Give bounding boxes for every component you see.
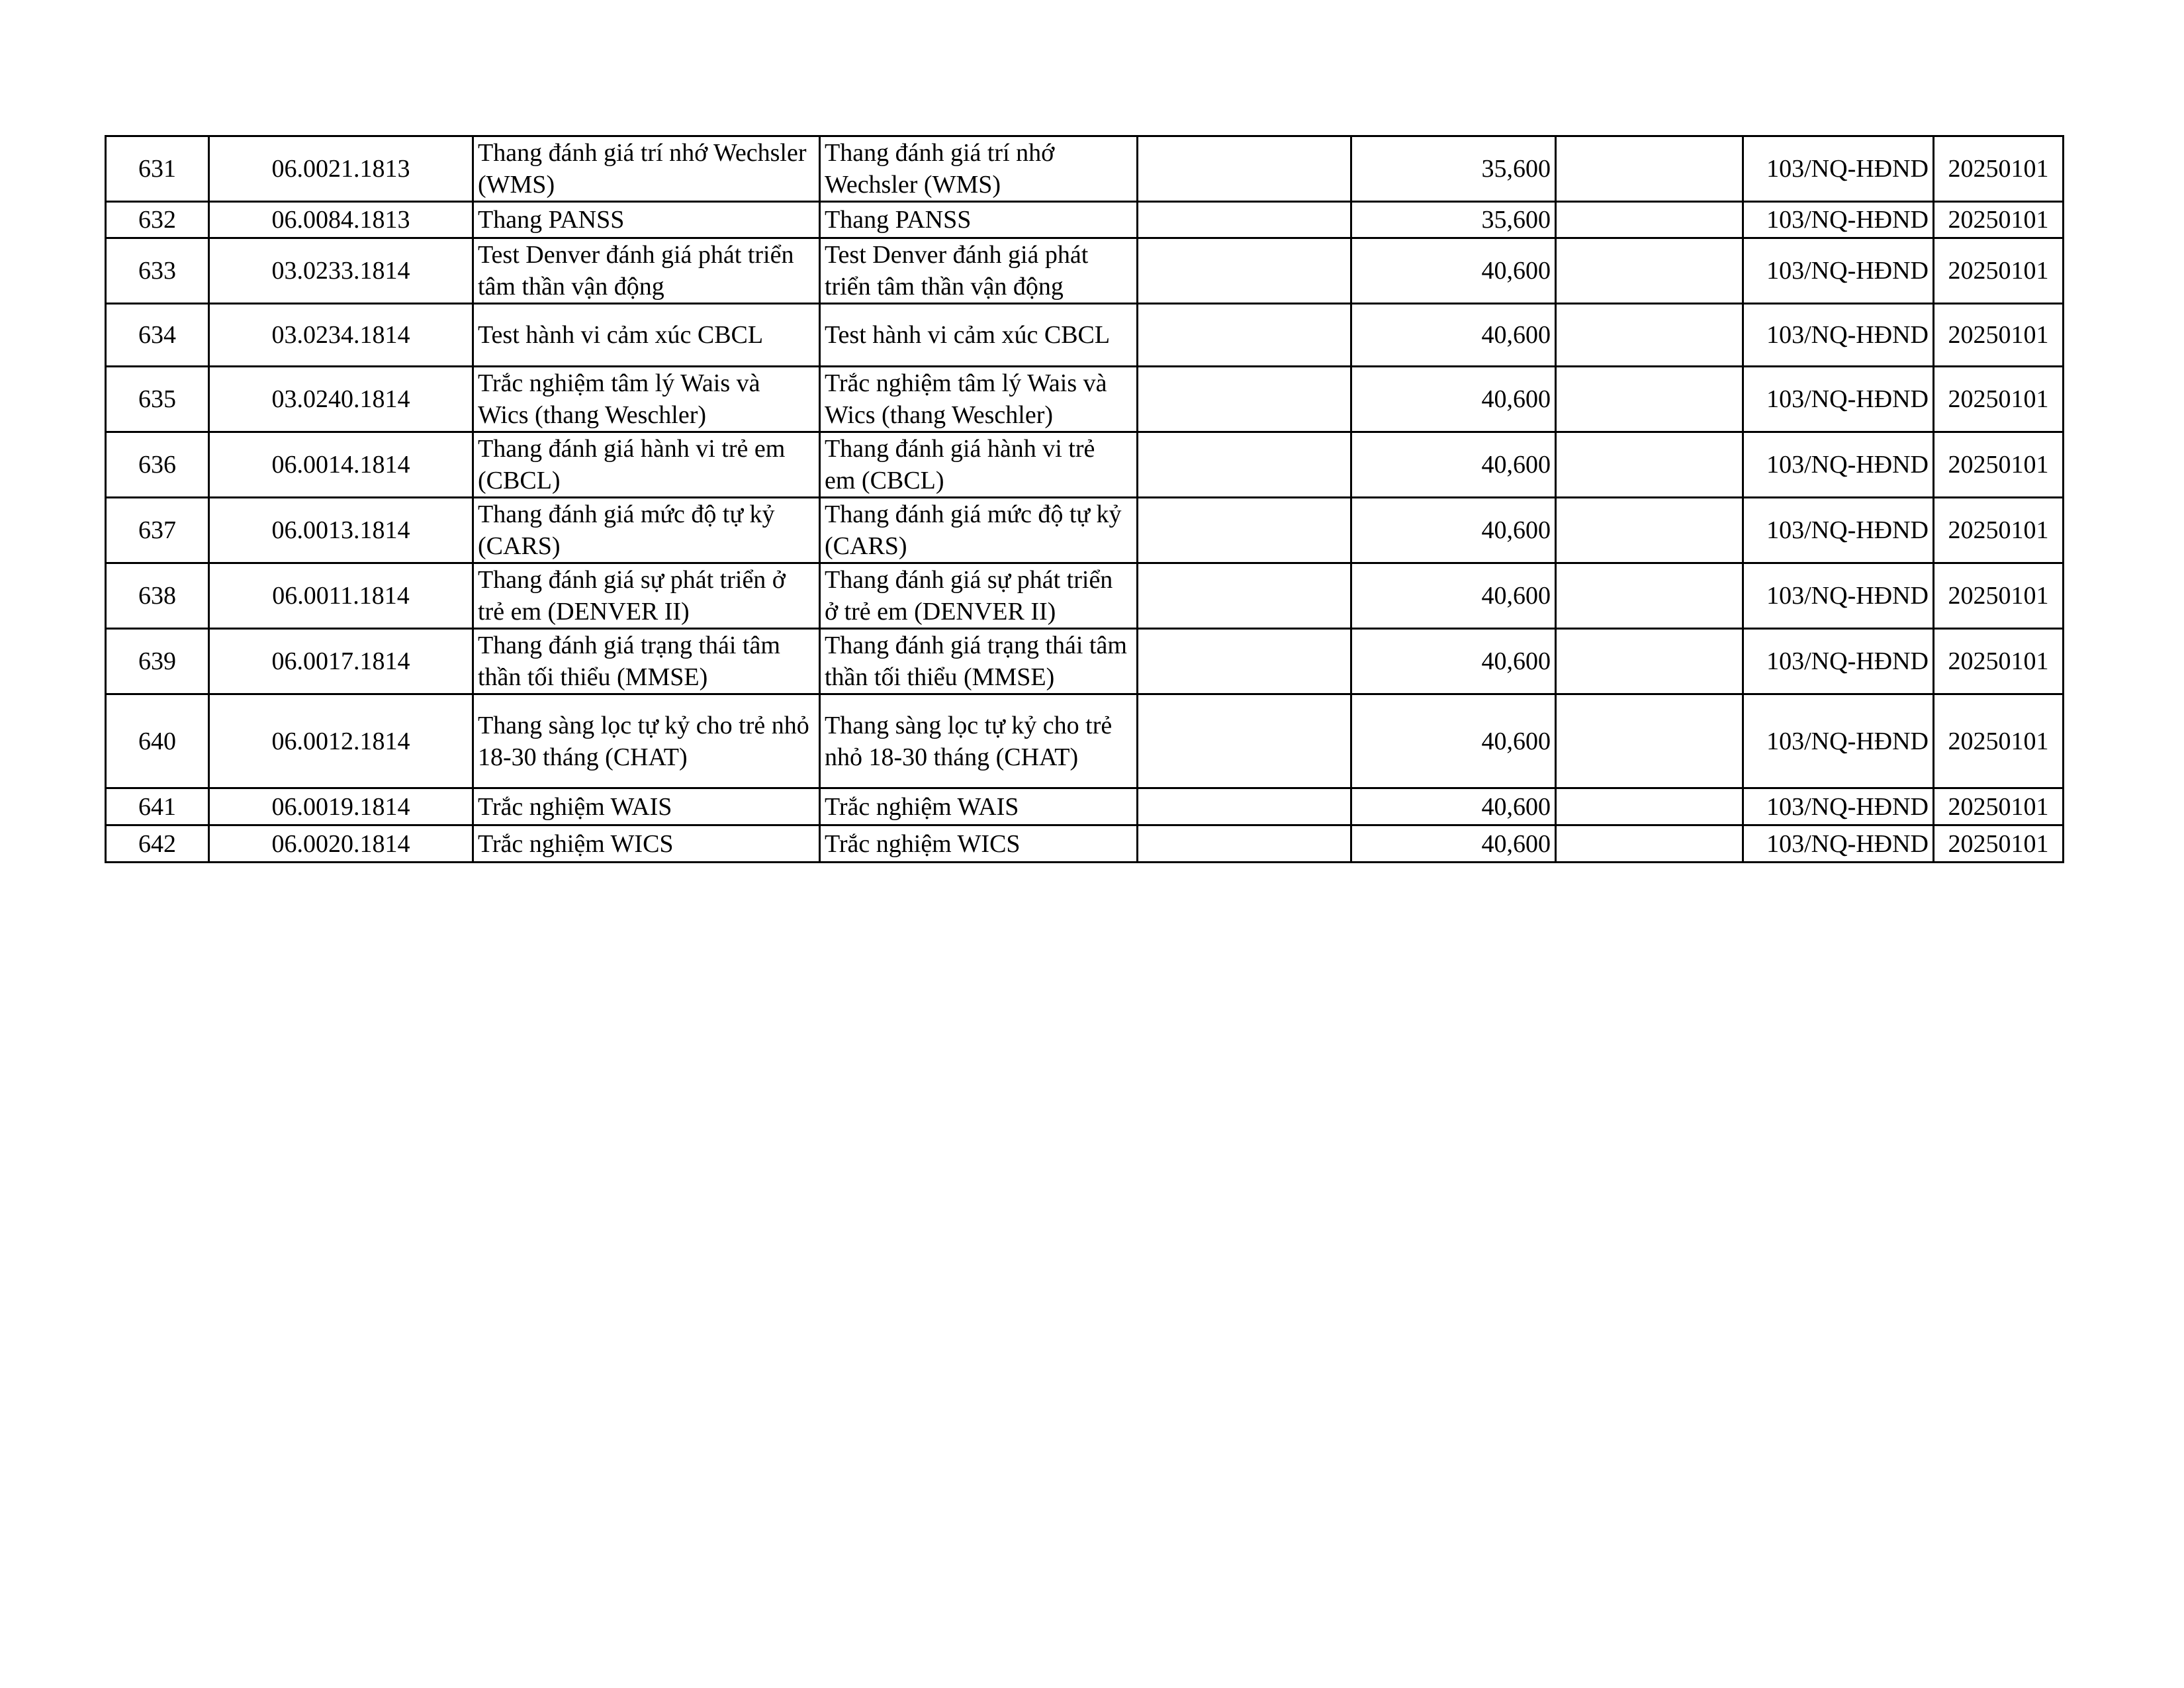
service-name-line: (CARS) xyxy=(478,532,561,560)
price-cell: 40,600 xyxy=(1351,788,1556,825)
price-cell: 40,600 xyxy=(1351,238,1556,304)
table-row xyxy=(106,136,2064,202)
row-number-cell: 635 xyxy=(106,367,209,432)
service-name-cell xyxy=(473,629,820,694)
table-row xyxy=(106,238,2064,304)
decision-cell: 103/NQ-HĐND xyxy=(1743,238,1934,304)
decision-cell: 103/NQ-HĐND xyxy=(1743,788,1934,825)
effective-date-cell: 20250101 xyxy=(1934,498,2064,563)
empty-cell xyxy=(1138,788,1351,825)
row-number-cell: 638 xyxy=(106,563,209,629)
decision-cell: 103/NQ-HĐND xyxy=(1743,563,1934,629)
service-name-alt-line: triển tâm thần vận động xyxy=(825,273,1064,301)
effective-date-cell: 20250101 xyxy=(1934,304,2064,367)
table-row xyxy=(106,367,2064,432)
empty-cell xyxy=(1556,498,1743,563)
table-row xyxy=(106,498,2064,563)
row-number-cell: 631 xyxy=(106,136,209,202)
service-code-cell: 06.0084.1813 xyxy=(209,202,473,238)
service-code-cell: 03.0240.1814 xyxy=(209,367,473,432)
service-name-cell xyxy=(473,788,820,825)
effective-date-cell: 20250101 xyxy=(1934,432,2064,498)
service-name-alt-line: Thang đánh giá trạng thái tâm xyxy=(825,632,1127,659)
decision-cell: 103/NQ-HĐND xyxy=(1743,304,1934,367)
service-name-cell xyxy=(473,304,820,367)
service-code-cell: 06.0020.1814 xyxy=(209,825,473,863)
service-name-alt-cell xyxy=(820,202,1138,238)
decision-cell: 103/NQ-HĐND xyxy=(1743,367,1934,432)
service-code-cell: 06.0011.1814 xyxy=(209,563,473,629)
price-cell: 35,600 xyxy=(1351,202,1556,238)
service-name-line: (WMS) xyxy=(478,171,555,199)
empty-cell xyxy=(1556,432,1743,498)
decision-cell: 103/NQ-HĐND xyxy=(1743,629,1934,694)
row-number-cell: 636 xyxy=(106,432,209,498)
price-cell: 40,600 xyxy=(1351,694,1556,788)
price-table xyxy=(105,135,2064,863)
service-name-line: (CBCL) xyxy=(478,467,561,494)
effective-date-cell: 20250101 xyxy=(1934,825,2064,863)
decision-cell: 103/NQ-HĐND xyxy=(1743,825,1934,863)
empty-cell xyxy=(1556,304,1743,367)
service-name-alt-line: Trắc nghiệm WICS xyxy=(825,829,1021,858)
service-name-alt-cell xyxy=(820,629,1138,694)
empty-cell xyxy=(1556,202,1743,238)
service-name-alt-line: (CARS) xyxy=(825,532,907,560)
service-code-cell: 06.0021.1813 xyxy=(209,136,473,202)
decision-cell: 103/NQ-HĐND xyxy=(1743,202,1934,238)
table-row xyxy=(106,825,2064,863)
service-name-alt-cell xyxy=(820,238,1138,304)
service-name-cell xyxy=(473,825,820,863)
service-name-cell xyxy=(473,694,820,788)
service-name-cell xyxy=(473,136,820,202)
row-number-cell: 642 xyxy=(106,825,209,863)
effective-date-cell: 20250101 xyxy=(1934,367,2064,432)
empty-cell xyxy=(1556,694,1743,788)
service-name-alt-cell xyxy=(820,304,1138,367)
row-number-cell: 634 xyxy=(106,304,209,367)
service-name-line: Thang đánh giá mức độ tự kỷ xyxy=(478,500,775,528)
service-name-line: Thang đánh giá trạng thái tâm xyxy=(478,632,780,659)
empty-cell xyxy=(1556,367,1743,432)
price-cell: 40,600 xyxy=(1351,629,1556,694)
service-name-alt-line: nhỏ 18-30 tháng (CHAT) xyxy=(825,743,1079,771)
price-cell: 40,600 xyxy=(1351,825,1556,863)
service-name-line: Trắc nghiệm tâm lý Wais và xyxy=(478,369,760,397)
service-name-alt-line: Thang đánh giá sự phát triển xyxy=(825,566,1113,594)
service-name-alt-line: Thang PANSS xyxy=(825,206,972,234)
decision-cell: 103/NQ-HĐND xyxy=(1743,694,1934,788)
service-name-cell xyxy=(473,498,820,563)
empty-cell xyxy=(1138,432,1351,498)
service-name-line: Thang đánh giá trí nhớ Wechsler xyxy=(478,139,807,167)
empty-cell xyxy=(1138,367,1351,432)
service-name-alt-line: Wics (thang Weschler) xyxy=(825,401,1054,429)
table-row xyxy=(106,202,2064,238)
empty-cell xyxy=(1556,238,1743,304)
service-name-line: tâm thần vận động xyxy=(478,273,664,301)
service-name-alt-line: Test Denver đánh giá phát xyxy=(825,241,1089,269)
effective-date-cell: 20250101 xyxy=(1934,629,2064,694)
effective-date-cell: 20250101 xyxy=(1934,694,2064,788)
service-name-alt-cell xyxy=(820,563,1138,629)
empty-cell xyxy=(1138,629,1351,694)
decision-cell: 103/NQ-HĐND xyxy=(1743,498,1934,563)
service-name-alt-cell xyxy=(820,788,1138,825)
table-row xyxy=(106,432,2064,498)
row-number-cell: 637 xyxy=(106,498,209,563)
service-name-alt-line: Thang đánh giá mức độ tự kỷ xyxy=(825,500,1122,528)
empty-cell xyxy=(1138,563,1351,629)
table-row xyxy=(106,629,2064,694)
empty-cell xyxy=(1556,629,1743,694)
price-cell: 40,600 xyxy=(1351,304,1556,367)
empty-cell xyxy=(1138,202,1351,238)
service-code-cell: 03.0233.1814 xyxy=(209,238,473,304)
table-body xyxy=(106,136,2064,863)
row-number-cell: 641 xyxy=(106,788,209,825)
empty-cell xyxy=(1138,304,1351,367)
table-row xyxy=(106,304,2064,367)
service-code-cell: 06.0019.1814 xyxy=(209,788,473,825)
service-name-line: trẻ em (DENVER II) xyxy=(478,598,690,626)
service-name-alt-cell xyxy=(820,498,1138,563)
service-name-alt-line: Thang đánh giá trí nhớ xyxy=(825,139,1055,167)
service-name-alt-line: Thang sàng lọc tự kỷ cho trẻ xyxy=(825,711,1113,739)
service-name-alt-line: Trắc nghiệm WAIS xyxy=(825,792,1019,821)
service-name-line: Test hành vi cảm xúc CBCL xyxy=(478,321,764,349)
service-name-alt-line: Wechsler (WMS) xyxy=(825,171,1001,199)
empty-cell xyxy=(1556,136,1743,202)
service-name-alt-cell xyxy=(820,432,1138,498)
row-number-cell: 640 xyxy=(106,694,209,788)
decision-cell: 103/NQ-HĐND xyxy=(1743,432,1934,498)
empty-cell xyxy=(1556,788,1743,825)
service-name-line: Thang đánh giá sự phát triển ở xyxy=(478,566,786,594)
table-row xyxy=(106,563,2064,629)
effective-date-cell: 20250101 xyxy=(1934,563,2064,629)
service-code-cell: 03.0234.1814 xyxy=(209,304,473,367)
service-name-line: Trắc nghiệm WAIS xyxy=(478,792,672,821)
service-name-cell xyxy=(473,238,820,304)
service-name-line: Thang sàng lọc tự kỷ cho trẻ nhỏ xyxy=(478,711,809,739)
row-number-cell: 639 xyxy=(106,629,209,694)
service-name-alt-line: Trắc nghiệm tâm lý Wais và xyxy=(825,369,1107,397)
decision-cell: 103/NQ-HĐND xyxy=(1743,136,1934,202)
empty-cell xyxy=(1138,238,1351,304)
service-name-line: Wics (thang Weschler) xyxy=(478,401,707,429)
service-name-alt-line: thần tối thiểu (MMSE) xyxy=(825,663,1055,691)
empty-cell xyxy=(1556,563,1743,629)
row-number-cell: 633 xyxy=(106,238,209,304)
effective-date-cell: 20250101 xyxy=(1934,202,2064,238)
price-cell: 40,600 xyxy=(1351,367,1556,432)
service-name-line: Thang đánh giá hành vi trẻ em xyxy=(478,435,786,463)
service-name-cell xyxy=(473,432,820,498)
service-code-cell: 06.0013.1814 xyxy=(209,498,473,563)
empty-cell xyxy=(1138,136,1351,202)
price-cell: 40,600 xyxy=(1351,498,1556,563)
service-name-alt-cell xyxy=(820,694,1138,788)
effective-date-cell: 20250101 xyxy=(1934,788,2064,825)
service-name-alt-line: ở trẻ em (DENVER II) xyxy=(825,598,1056,626)
table-row xyxy=(106,694,2064,788)
service-name-line: 18-30 tháng (CHAT) xyxy=(478,743,688,771)
service-name-line: Trắc nghiệm WICS xyxy=(478,829,674,858)
service-code-cell: 06.0017.1814 xyxy=(209,629,473,694)
effective-date-cell: 20250101 xyxy=(1934,136,2064,202)
service-name-alt-line: Test hành vi cảm xúc CBCL xyxy=(825,321,1111,349)
empty-cell xyxy=(1556,825,1743,863)
service-name-cell xyxy=(473,202,820,238)
service-name-alt-line: em (CBCL) xyxy=(825,467,944,494)
service-name-alt-line: Thang đánh giá hành vi trẻ xyxy=(825,435,1095,463)
service-name-line: Thang PANSS xyxy=(478,206,625,234)
price-cell: 40,600 xyxy=(1351,432,1556,498)
service-name-cell xyxy=(473,367,820,432)
service-name-alt-cell xyxy=(820,825,1138,863)
price-cell: 35,600 xyxy=(1351,136,1556,202)
service-code-cell: 06.0012.1814 xyxy=(209,694,473,788)
service-name-line: thần tối thiểu (MMSE) xyxy=(478,663,708,691)
empty-cell xyxy=(1138,498,1351,563)
service-name-alt-cell xyxy=(820,136,1138,202)
service-name-alt-cell xyxy=(820,367,1138,432)
service-code-cell: 06.0014.1814 xyxy=(209,432,473,498)
price-cell: 40,600 xyxy=(1351,563,1556,629)
effective-date-cell: 20250101 xyxy=(1934,238,2064,304)
empty-cell xyxy=(1138,694,1351,788)
row-number-cell: 632 xyxy=(106,202,209,238)
table-row xyxy=(106,788,2064,825)
empty-cell xyxy=(1138,825,1351,863)
service-name-line: Test Denver đánh giá phát triển xyxy=(478,241,794,269)
service-name-cell xyxy=(473,563,820,629)
